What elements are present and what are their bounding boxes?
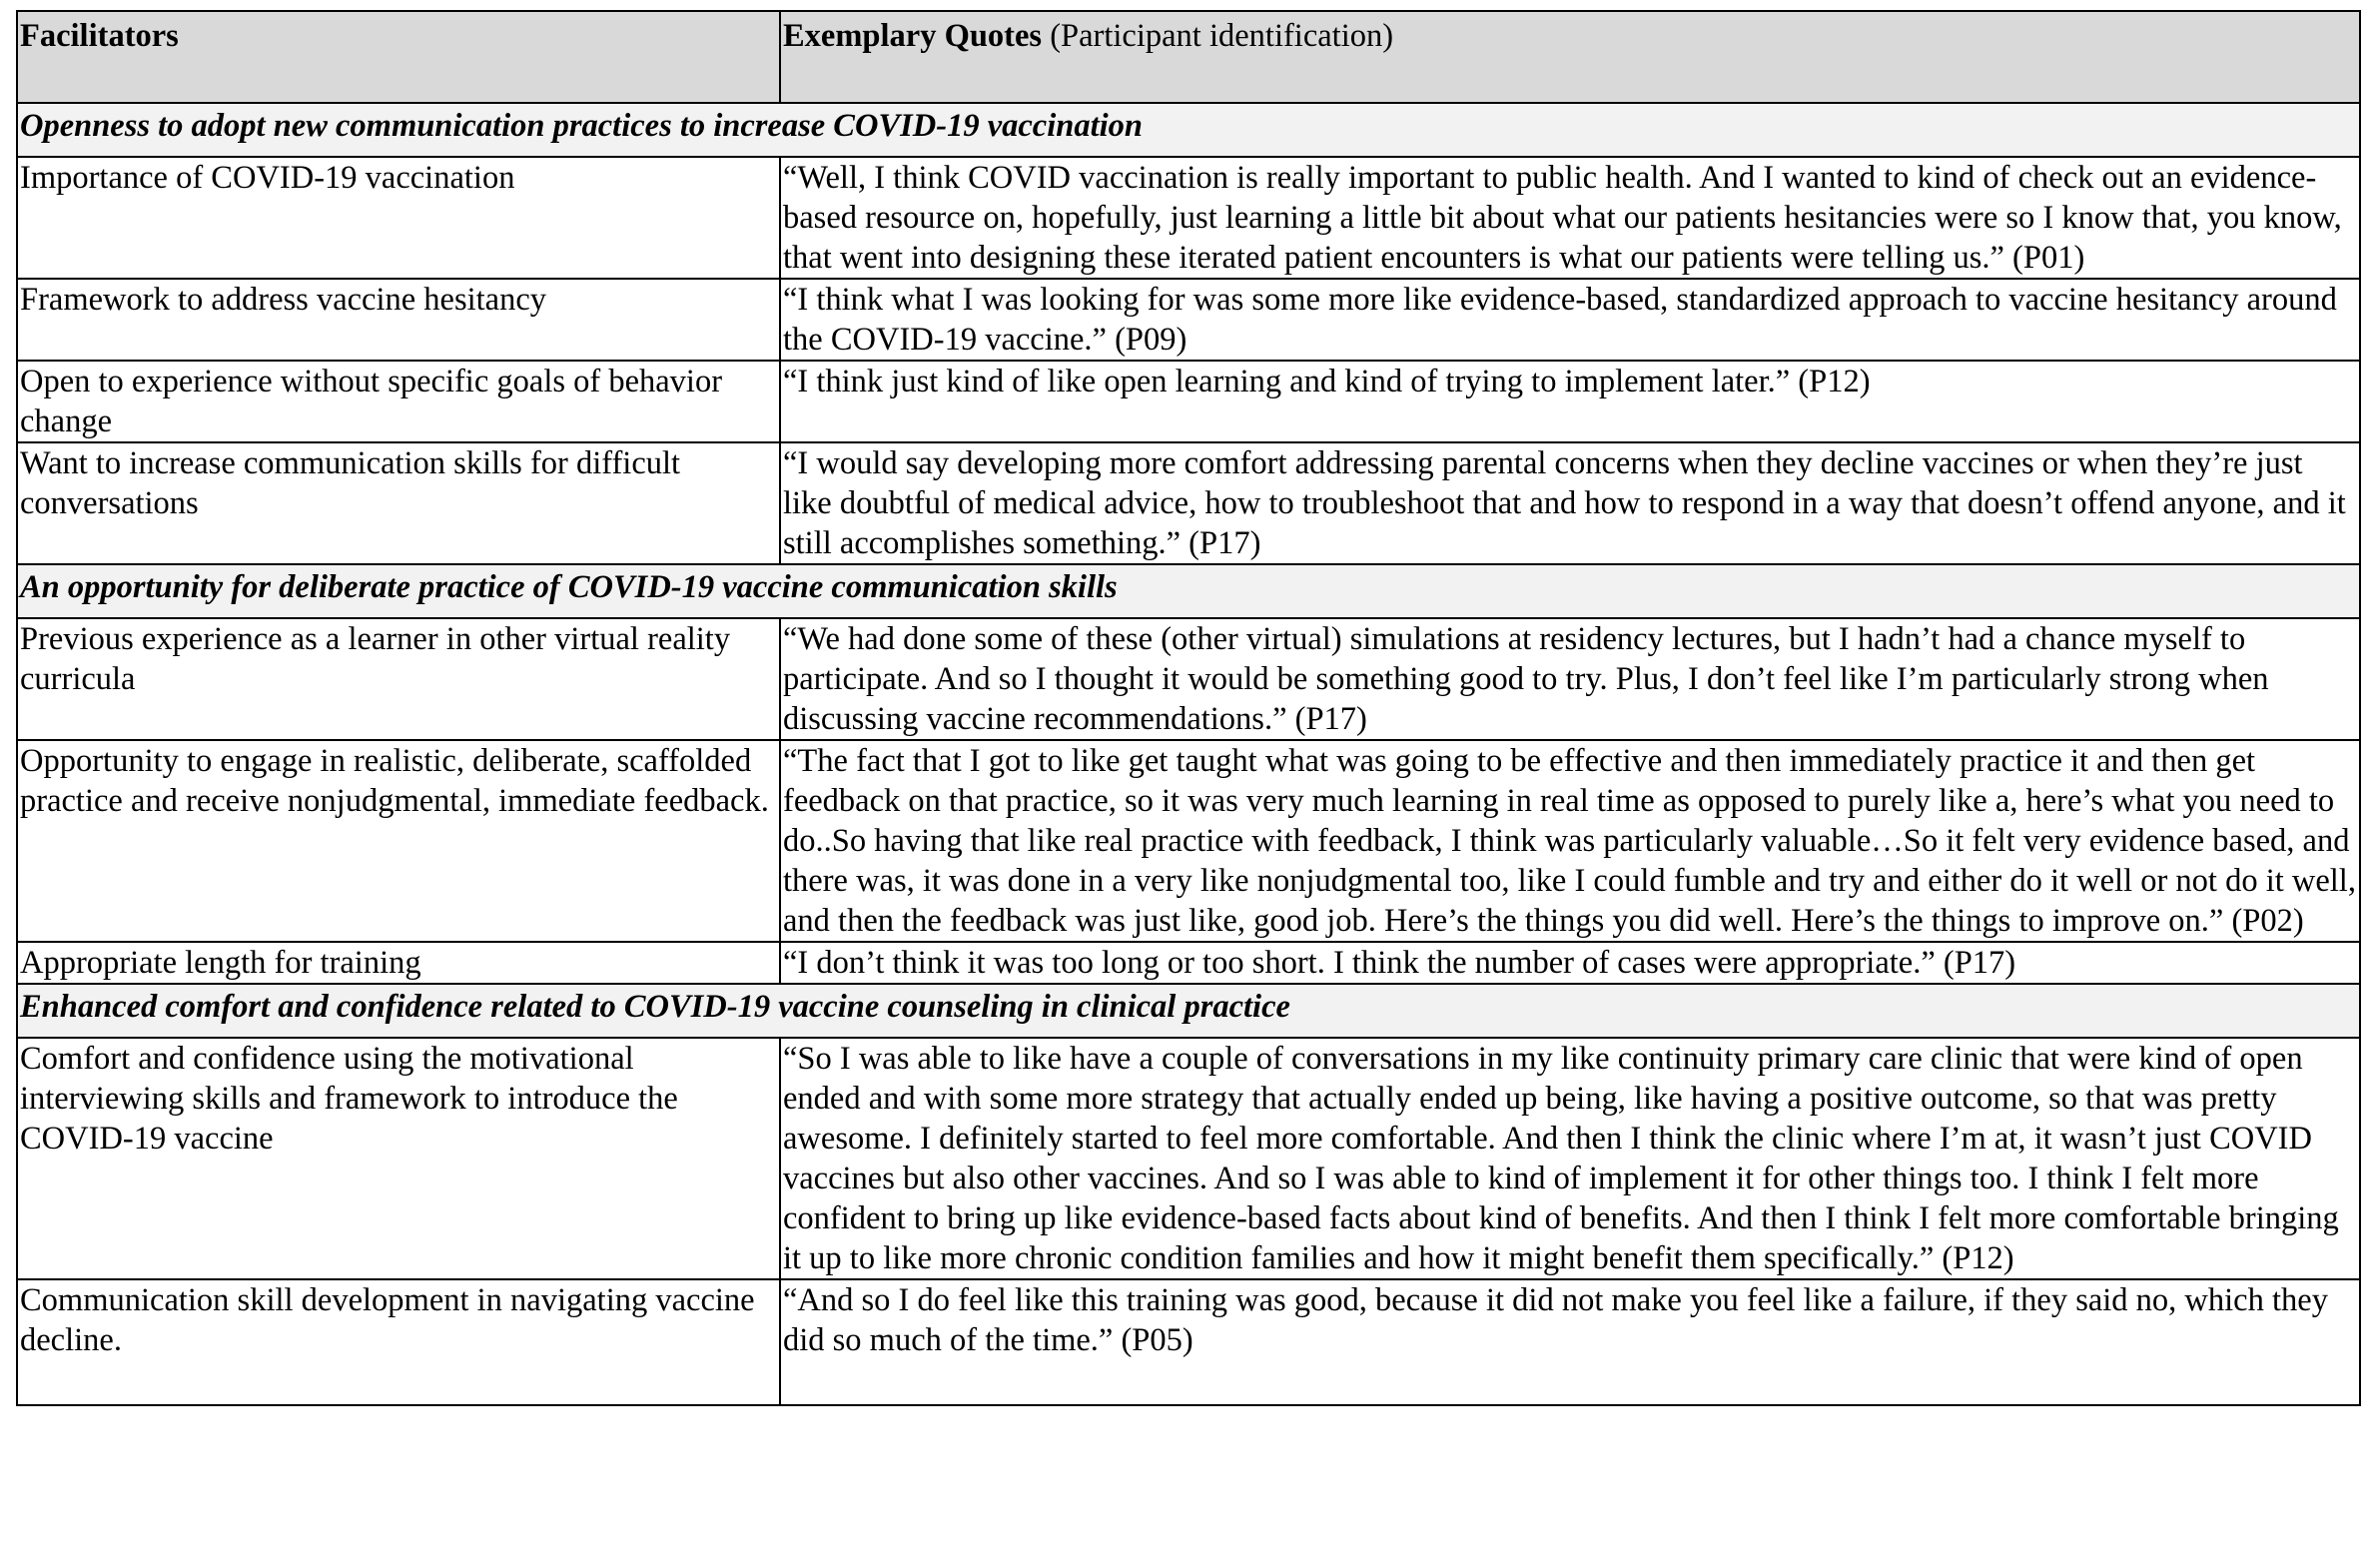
quote-cell: “The fact that I got to like get taught what was going to be effective and then immediately practice it and then get feedback on that practice, so it was very much learning in real time as opposed to purely like a, here’s what you need to do..So having that like real practice with feedback, I think was particularly valuable…So it felt very evidence based, and there was, it was done in a very like nonjudgmental too, like I could fumble and try and either do it well or not do it well, and then the feedback was just like, good job. Here’s the things you did well. Here’s the things to improve on.” (P02) [780,740,2360,942]
section-title: An opportunity for deliberate practice of COVID-19 vaccine communication skills [17,564,2360,618]
section-title: Openness to adopt new communication practices to increase COVID-19 vaccination [17,103,2360,157]
facilitators-table [16,10,2361,1406]
table-header-row [17,11,2360,103]
header-facilitators-label: Facilitators [20,18,179,54]
facilitator-cell: Open to experience without specific goals of behavior change [17,361,780,442]
facilitators-table-document [16,10,2359,1406]
table-row [17,361,2360,442]
facilitator-cell: Importance of COVID-19 vaccination [17,157,780,279]
header-quotes-rest-label: (Participant identification) [1042,18,1394,54]
section-row [17,564,2360,618]
quote-cell: “I think just kind of like open learning and kind of trying to implement later.” (P12) [780,361,2360,442]
quote-cell: “I would say developing more comfort addressing parental concerns when they decline vaccines or when they’re just like doubtful of medical advice, how to troubleshoot that and how to respond in a way that doesn’t offend anyone, and it still accomplishes something.” (P17) [780,442,2360,564]
quote-cell: “So I was able to like have a couple of conversations in my like continuity primary care clinic that were kind of open ended and with some more strategy that actually ended up being, like having a positive outcome, so that was pretty awesome. I definitely started to feel more comfortable. And then I think the clinic where I’m at, it wasn’t just COVID vaccines but also other vaccines. And so I was able to kind of implement it for other things too. I think I felt more confident to bring up like evidence-based facts about kind of benefits. And then I think I felt more comfortable bringing it up to like more chronic condition families and how it might benefit them specifically.” (P12) [780,1038,2360,1279]
table-row [17,1038,2360,1279]
header-quotes-bold-label: Exemplary Quotes [783,18,1043,54]
table-row [17,157,2360,279]
facilitator-cell: Communication skill development in navigating vaccine decline. [17,1279,780,1405]
table-row [17,740,2360,942]
facilitator-cell: Comfort and confidence using the motivational interviewing skills and framework to introduce the COVID-19 vaccine [17,1038,780,1279]
section-title: Enhanced comfort and confidence related to COVID-19 vaccine counseling in clinical practice [17,984,2360,1038]
section-row [17,103,2360,157]
facilitator-cell: Framework to address vaccine hesitancy [17,279,780,361]
header-exemplary-quotes [780,11,2360,103]
facilitator-cell: Appropriate length for training [17,942,780,984]
table-row [17,618,2360,740]
quote-cell: “We had done some of these (other virtual) simulations at residency lectures, but I hadn’t had a chance myself to participate. And so I thought it would be something good to try. Plus, I don’t feel like I’m particularly strong when discussing vaccine recommendations.” (P17) [780,618,2360,740]
facilitator-cell: Opportunity to engage in realistic, deliberate, scaffolded practice and receive nonjudgmental, immediate feedback. [17,740,780,942]
quote-cell: “I think what I was looking for was some more like evidence-based, standardized approach to vaccine hesitancy around the COVID-19 vaccine.” (P09) [780,279,2360,361]
table-row [17,942,2360,984]
quote-cell: “I don’t think it was too long or too short. I think the number of cases were appropriate.” (P17) [780,942,2360,984]
table-row [17,442,2360,564]
facilitator-cell: Want to increase communication skills for difficult conversations [17,442,780,564]
header-facilitators [17,11,780,103]
table-row [17,1279,2360,1405]
quote-cell: “Well, I think COVID vaccination is really important to public health. And I wanted to kind of check out an evidence-based resource on, hopefully, just learning a little bit about what our patients hesitancies were so I know that, you know, that went into designing these iterated patient encounters is what our patients were telling us.” (P01) [780,157,2360,279]
table-row [17,279,2360,361]
section-row [17,984,2360,1038]
quote-cell: “And so I do feel like this training was good, because it did not make you feel like a failure, if they said no, which they did so much of the time.” (P05) [780,1279,2360,1405]
facilitator-cell: Previous experience as a learner in other virtual reality curricula [17,618,780,740]
